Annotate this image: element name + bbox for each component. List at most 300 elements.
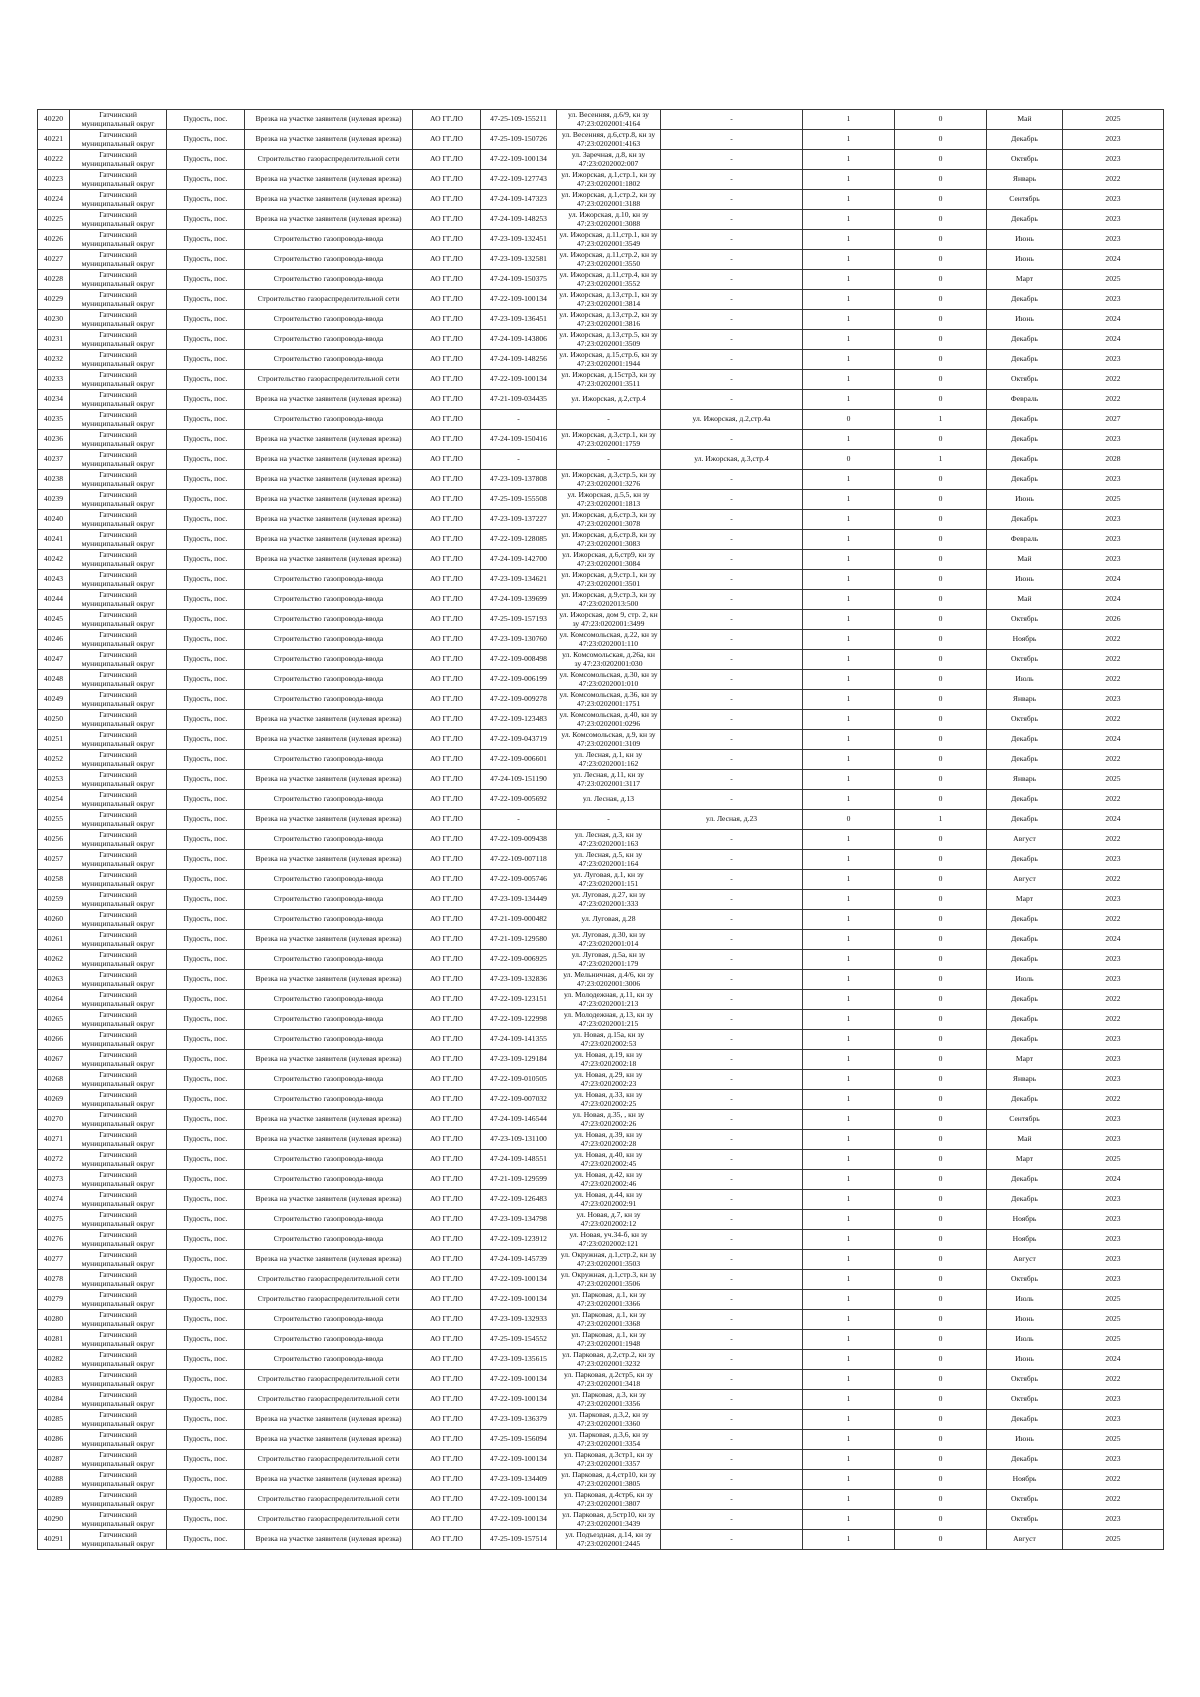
table-row [38,730,1164,750]
cell-district: Гатчинский муниципальный округ [70,1130,167,1150]
cell-application-code: 47-22-109-010505 [481,1070,557,1090]
cell-count-b: 0 [895,550,987,570]
cell-organization: АО ГГ.ЛО [413,230,481,250]
cell-count-b: 0 [895,110,987,130]
cell-address-alt: - [661,1170,803,1190]
cell-count-b: 0 [895,310,987,330]
cell-district: Гатчинский муниципальный округ [70,610,167,630]
cell-district: Гатчинский муниципальный округ [70,1190,167,1210]
cell-work-type: Строительство газопровода-ввода [245,310,413,330]
cell-settlement: Пудость, пос. [167,170,245,190]
cell-organization: АО ГГ.ЛО [413,670,481,690]
cell-work-type: Строительство газопровода-ввода [245,750,413,770]
cell-application-code: 47-22-109-006925 [481,950,557,970]
cell-work-type: Врезка на участке заявителя (нулевая врезка) [245,510,413,530]
cell-count-a: 1 [803,770,895,790]
cell-count-a: 1 [803,1270,895,1290]
cell-count-a: 1 [803,830,895,850]
table-row [38,1370,1164,1390]
cell-application-code: 47-22-109-122998 [481,1010,557,1030]
cell-count-a: 1 [803,990,895,1010]
cell-organization: АО ГГ.ЛО [413,1210,481,1230]
cell-application-code: 47-23-109-129184 [481,1050,557,1070]
cell-application-code: 47-21-109-129580 [481,930,557,950]
table-row [38,470,1164,490]
cell-count-a: 1 [803,1050,895,1070]
cell-organization: АО ГГ.ЛО [413,770,481,790]
cell-work-type: Строительство газопровода-ввода [245,350,413,370]
cell-count-b: 0 [895,190,987,210]
cell-count-a: 1 [803,290,895,310]
cell-month: Декабрь [987,1010,1063,1030]
cell-year: 2027 [1063,410,1164,430]
cell-address: ул. Ижорская, д.9,стр.3, кн зу 47:23:0202013:500 [557,590,661,610]
cell-district: Гатчинский муниципальный округ [70,750,167,770]
cell-district: Гатчинский муниципальный округ [70,550,167,570]
cell-address-alt: - [661,930,803,950]
cell-count-b: 0 [895,1010,987,1030]
table-row [38,110,1164,130]
cell-work-type: Врезка на участке заявителя (нулевая врезка) [245,1250,413,1270]
cell-count-a: 1 [803,390,895,410]
table-row [38,850,1164,870]
cell-settlement: Пудость, пос. [167,910,245,930]
cell-district: Гатчинский муниципальный округ [70,930,167,950]
cell-settlement: Пудость, пос. [167,250,245,270]
cell-address: ул. Ижорская, д.6,стр9, кн зу 47:23:0202001:3084 [557,550,661,570]
cell-month: Май [987,1130,1063,1150]
cell-address: ул. Новая, д.39, кн зу 47:23:0202002:28 [557,1130,661,1150]
cell-application-code: 47-21-109-129599 [481,1170,557,1190]
cell-year: 2023 [1063,1250,1164,1270]
cell-month: Декабрь [987,330,1063,350]
cell-district: Гатчинский муниципальный округ [70,1070,167,1090]
cell-address-alt: - [661,710,803,730]
table-row [38,1430,1164,1450]
cell-work-type: Врезка на участке заявителя (нулевая врезка) [245,850,413,870]
cell-month: Декабрь [987,850,1063,870]
cell-year: 2022 [1063,170,1164,190]
cell-work-type: Врезка на участке заявителя (нулевая врезка) [245,1530,413,1550]
cell-id: 40291 [38,1530,70,1550]
cell-organization: АО ГГ.ЛО [413,550,481,570]
cell-settlement: Пудость, пос. [167,690,245,710]
cell-month: Декабрь [987,750,1063,770]
cell-year: 2026 [1063,610,1164,630]
cell-address: ул. Новая, д.40, кн зу 47:23:0202002:45 [557,1150,661,1170]
cell-address-alt: - [661,270,803,290]
cell-organization: АО ГГ.ЛО [413,850,481,870]
table-row [38,290,1164,310]
cell-address-alt: ул. Ижорская, д.3,стр.4 [661,450,803,470]
cell-district: Гатчинский муниципальный округ [70,1050,167,1070]
cell-count-b: 0 [895,1170,987,1190]
cell-count-b: 0 [895,770,987,790]
cell-work-type: Строительство газопровода-ввода [245,1350,413,1370]
cell-id: 40259 [38,890,70,910]
cell-settlement: Пудость, пос. [167,330,245,350]
cell-work-type: Врезка на участке заявителя (нулевая врезка) [245,810,413,830]
cell-district: Гатчинский муниципальный округ [70,490,167,510]
cell-district: Гатчинский муниципальный округ [70,990,167,1010]
table-row [38,650,1164,670]
cell-address: - [557,810,661,830]
cell-address-alt: - [661,1390,803,1410]
cell-application-code: 47-24-109-148256 [481,350,557,370]
cell-work-type: Врезка на участке заявителя (нулевая врезка) [245,550,413,570]
cell-id: 40237 [38,450,70,470]
cell-month: Декабрь [987,350,1063,370]
cell-year: 2023 [1063,890,1164,910]
cell-id: 40280 [38,1310,70,1330]
cell-organization: АО ГГ.ЛО [413,1270,481,1290]
cell-address: ул. Окружная, д.1,стр.2, кн зу 47:23:0202001:3503 [557,1250,661,1270]
cell-count-b: 0 [895,990,987,1010]
cell-work-type: Врезка на участке заявителя (нулевая врезка) [245,770,413,790]
cell-count-a: 1 [803,730,895,750]
table-row [38,810,1164,830]
table-row [38,1350,1164,1370]
cell-year: 2025 [1063,1290,1164,1310]
cell-address: ул. Новая, д.19, кн зу 47:23:0202002:18 [557,1050,661,1070]
cell-count-b: 0 [895,1530,987,1550]
cell-address: ул. Лесная, д.13 [557,790,661,810]
cell-count-b: 0 [895,890,987,910]
cell-work-type: Врезка на участке заявителя (нулевая врезка) [245,210,413,230]
cell-count-a: 1 [803,190,895,210]
cell-district: Гатчинский муниципальный округ [70,1030,167,1050]
cell-address: ул. Парковая, д.2,стр.2, кн зу 47:23:0202001:3232 [557,1350,661,1370]
cell-count-a: 1 [803,850,895,870]
cell-id: 40290 [38,1510,70,1530]
cell-id: 40281 [38,1330,70,1350]
cell-application-code: 47-22-109-100134 [481,1390,557,1410]
cell-application-code: 47-23-109-134409 [481,1470,557,1490]
cell-id: 40241 [38,530,70,550]
cell-count-b: 0 [895,630,987,650]
cell-district: Гатчинский муниципальный округ [70,250,167,270]
cell-year: 2022 [1063,790,1164,810]
cell-address: ул. Ижорская, д.11,стр.2, кн зу 47:23:0202001:3550 [557,250,661,270]
cell-organization: АО ГГ.ЛО [413,610,481,630]
table-row [38,330,1164,350]
cell-address: ул. Ижорская, д.11,стр.4, кн зу 47:23:0202001:3552 [557,270,661,290]
cell-year: 2023 [1063,190,1164,210]
cell-work-type: Врезка на участке заявителя (нулевая врезка) [245,1050,413,1070]
cell-settlement: Пудость, пос. [167,630,245,650]
cell-work-type: Строительство газораспределительной сети [245,1370,413,1390]
cell-count-b: 0 [895,1310,987,1330]
cell-district: Гатчинский муниципальный округ [70,970,167,990]
table-row [38,1150,1164,1170]
cell-address-alt: - [661,170,803,190]
cell-district: Гатчинский муниципальный округ [70,870,167,890]
cell-settlement: Пудость, пос. [167,950,245,970]
cell-organization: АО ГГ.ЛО [413,350,481,370]
table-row [38,1110,1164,1130]
cell-count-b: 0 [895,1390,987,1410]
cell-id: 40234 [38,390,70,410]
cell-settlement: Пудость, пос. [167,790,245,810]
cell-settlement: Пудость, пос. [167,490,245,510]
cell-address-alt: - [661,330,803,350]
cell-month: Январь [987,1070,1063,1090]
cell-count-b: 0 [895,650,987,670]
cell-address: ул. Лесная, д.3, кн зу 47:23:0202001:163 [557,830,661,850]
cell-address: ул. Парковая, д.2стр5, кн зу 47:23:0202001:3418 [557,1370,661,1390]
cell-month: Декабрь [987,450,1063,470]
cell-organization: АО ГГ.ЛО [413,150,481,170]
cell-year: 2024 [1063,930,1164,950]
cell-work-type: Врезка на участке заявителя (нулевая врезка) [245,930,413,950]
cell-year: 2023 [1063,1510,1164,1530]
cell-organization: АО ГГ.ЛО [413,410,481,430]
cell-month: Июль [987,1290,1063,1310]
cell-organization: АО ГГ.ЛО [413,1290,481,1310]
cell-address: ул. Весенняя, д.6,стр.8, кн зу 47:23:0202001:4163 [557,130,661,150]
cell-address-alt: - [661,370,803,390]
table-row [38,890,1164,910]
cell-address: ул. Ижорская, д.13,стр.2, кн зу 47:23:0202001:3816 [557,310,661,330]
cell-id: 40220 [38,110,70,130]
cell-address-alt: - [661,1190,803,1210]
table-row [38,570,1164,590]
cell-count-b: 0 [895,1290,987,1310]
cell-count-b: 0 [895,250,987,270]
cell-work-type: Врезка на участке заявителя (нулевая врезка) [245,110,413,130]
cell-count-b: 0 [895,170,987,190]
cell-id: 40229 [38,290,70,310]
cell-id: 40253 [38,770,70,790]
cell-work-type: Врезка на участке заявителя (нулевая врезка) [245,390,413,410]
cell-id: 40242 [38,550,70,570]
cell-year: 2023 [1063,1410,1164,1430]
cell-district: Гатчинский муниципальный округ [70,450,167,470]
cell-id: 40230 [38,310,70,330]
cell-month: Март [987,890,1063,910]
cell-count-b: 0 [895,430,987,450]
table-row [38,210,1164,230]
cell-district: Гатчинский муниципальный округ [70,1390,167,1410]
cell-month: Сентябрь [987,190,1063,210]
cell-application-code: 47-22-109-100134 [481,1270,557,1290]
cell-application-code: 47-22-109-009438 [481,830,557,850]
cell-organization: АО ГГ.ЛО [413,470,481,490]
cell-application-code: 47-23-109-132451 [481,230,557,250]
cell-organization: АО ГГ.ЛО [413,190,481,210]
cell-settlement: Пудость, пос. [167,770,245,790]
cell-work-type: Строительство газораспределительной сети [245,1510,413,1530]
cell-district: Гатчинский муниципальный округ [70,1230,167,1250]
cell-year: 2023 [1063,950,1164,970]
cell-month: Декабрь [987,410,1063,430]
cell-id: 40226 [38,230,70,250]
cell-work-type: Врезка на участке заявителя (нулевая врезка) [245,1110,413,1130]
cell-count-a: 1 [803,1390,895,1410]
cell-year: 2022 [1063,630,1164,650]
cell-count-a: 1 [803,270,895,290]
cell-year: 2023 [1063,1130,1164,1150]
cell-month: Декабрь [987,430,1063,450]
cell-application-code: 47-22-109-100134 [481,290,557,310]
table-row [38,1010,1164,1030]
cell-count-a: 1 [803,430,895,450]
cell-count-a: 1 [803,330,895,350]
cell-work-type: Строительство газопровода-ввода [245,910,413,930]
cell-application-code: 47-23-109-131100 [481,1130,557,1150]
cell-district: Гатчинский муниципальный округ [70,350,167,370]
cell-work-type: Строительство газопровода-ввода [245,1230,413,1250]
cell-organization: АО ГГ.ЛО [413,1490,481,1510]
cell-application-code: 47-23-109-136379 [481,1410,557,1430]
cell-work-type: Строительство газопровода-ввода [245,1010,413,1030]
cell-count-b: 0 [895,750,987,770]
cell-id: 40265 [38,1010,70,1030]
cell-district: Гатчинский муниципальный округ [70,1310,167,1330]
cell-address-alt: - [661,130,803,150]
cell-district: Гатчинский муниципальный округ [70,1010,167,1030]
cell-count-b: 0 [895,1130,987,1150]
cell-work-type: Строительство газораспределительной сети [245,1390,413,1410]
table-row [38,350,1164,370]
cell-year: 2024 [1063,810,1164,830]
cell-address: ул. Ижорская, д.1,стр.2, кн зу 47:23:0202001:3188 [557,190,661,210]
cell-address: ул. Комсомольская, д.22, кн зу 47:23:0202001:110 [557,630,661,650]
cell-application-code: 47-22-109-123483 [481,710,557,730]
cell-count-a: 1 [803,890,895,910]
cell-count-a: 1 [803,710,895,730]
table-row [38,1130,1164,1150]
cell-count-b: 0 [895,1430,987,1450]
cell-month: Июнь [987,250,1063,270]
cell-address: ул. Окружная, д.1,стр.3, кн зу 47:23:0202001:3506 [557,1270,661,1290]
cell-id: 40240 [38,510,70,530]
cell-settlement: Пудость, пос. [167,1110,245,1130]
cell-id: 40287 [38,1450,70,1470]
cell-application-code: 47-23-109-136451 [481,310,557,330]
cell-application-code: 47-22-109-127743 [481,170,557,190]
cell-address-alt: - [661,250,803,270]
cell-organization: АО ГГ.ЛО [413,890,481,910]
table-row [38,1050,1164,1070]
cell-address-alt: - [661,230,803,250]
cell-settlement: Пудость, пос. [167,810,245,830]
table-row [38,550,1164,570]
cell-count-a: 1 [803,1210,895,1230]
cell-application-code: 47-23-109-134798 [481,1210,557,1230]
cell-district: Гатчинский муниципальный округ [70,770,167,790]
cell-settlement: Пудость, пос. [167,1330,245,1350]
cell-address-alt: - [661,750,803,770]
cell-count-a: 1 [803,1530,895,1550]
cell-district: Гатчинский муниципальный округ [70,1110,167,1130]
cell-address: ул. Лесная, д.5, кн зу 47:23:0202001:164 [557,850,661,870]
cell-id: 40232 [38,350,70,370]
cell-work-type: Строительство газопровода-ввода [245,270,413,290]
cell-settlement: Пудость, пос. [167,1230,245,1250]
cell-district: Гатчинский муниципальный округ [70,430,167,450]
cell-count-b: 0 [895,350,987,370]
cell-address: ул. Новая, уч.34-б, кн зу 47:23:0202002:121 [557,1230,661,1250]
cell-district: Гатчинский муниципальный округ [70,630,167,650]
cell-year: 2023 [1063,1270,1164,1290]
table-row [38,1090,1164,1110]
cell-count-b: 1 [895,810,987,830]
cell-count-b: 0 [895,1230,987,1250]
cell-organization: АО ГГ.ЛО [413,710,481,730]
cell-year: 2023 [1063,1050,1164,1070]
cell-id: 40247 [38,650,70,670]
cell-count-a: 1 [803,650,895,670]
cell-work-type: Строительство газопровода-ввода [245,250,413,270]
table-row [38,1270,1164,1290]
cell-count-b: 0 [895,210,987,230]
cell-district: Гатчинский муниципальный округ [70,270,167,290]
cell-count-b: 0 [895,290,987,310]
cell-address-alt: - [661,1430,803,1450]
table-row [38,1310,1164,1330]
cell-settlement: Пудость, пос. [167,1130,245,1150]
cell-year: 2024 [1063,570,1164,590]
cell-settlement: Пудость, пос. [167,1150,245,1170]
cell-work-type: Врезка на участке заявителя (нулевая врезка) [245,710,413,730]
cell-work-type: Строительство газораспределительной сети [245,1450,413,1470]
cell-year: 2023 [1063,530,1164,550]
cell-work-type: Строительство газопровода-ввода [245,1310,413,1330]
cell-address: ул. Парковая, д.3, кн зу 47:23:0202001:3356 [557,1390,661,1410]
table-row [38,830,1164,850]
cell-address: ул. Ижорская, д.11,стр.1, кн зу 47:23:0202001:3549 [557,230,661,250]
cell-district: Гатчинский муниципальный округ [70,1370,167,1390]
cell-organization: АО ГГ.ЛО [413,690,481,710]
cell-count-b: 0 [895,730,987,750]
cell-count-b: 0 [895,1450,987,1470]
cell-settlement: Пудость, пос. [167,1290,245,1310]
cell-id: 40224 [38,190,70,210]
cell-work-type: Строительство газопровода-ввода [245,790,413,810]
cell-district: Гатчинский муниципальный округ [70,130,167,150]
cell-month: Май [987,550,1063,570]
cell-count-a: 1 [803,210,895,230]
cell-year: 2023 [1063,150,1164,170]
cell-organization: АО ГГ.ЛО [413,910,481,930]
cell-id: 40270 [38,1110,70,1130]
cell-address: ул. Ижорская, д.5,5, кн зу 47:23:0202001:1813 [557,490,661,510]
cell-district: Гатчинский муниципальный округ [70,790,167,810]
cell-id: 40261 [38,930,70,950]
table-row [38,910,1164,930]
cell-id: 40248 [38,670,70,690]
cell-work-type: Строительство газопровода-ввода [245,1030,413,1050]
cell-settlement: Пудость, пос. [167,130,245,150]
cell-year: 2025 [1063,1530,1164,1550]
cell-month: Июль [987,1330,1063,1350]
cell-count-a: 1 [803,930,895,950]
cell-organization: АО ГГ.ЛО [413,390,481,410]
cell-month: Сентябрь [987,1110,1063,1130]
cell-count-b: 0 [895,950,987,970]
table-row [38,510,1164,530]
cell-district: Гатчинский муниципальный округ [70,1270,167,1290]
cell-count-a: 1 [803,1190,895,1210]
cell-month: Февраль [987,390,1063,410]
cell-organization: АО ГГ.ЛО [413,1250,481,1270]
cell-count-a: 1 [803,110,895,130]
cell-count-b: 1 [895,410,987,430]
cell-settlement: Пудость, пос. [167,550,245,570]
cell-count-b: 0 [895,870,987,890]
table-body [38,110,1164,1550]
